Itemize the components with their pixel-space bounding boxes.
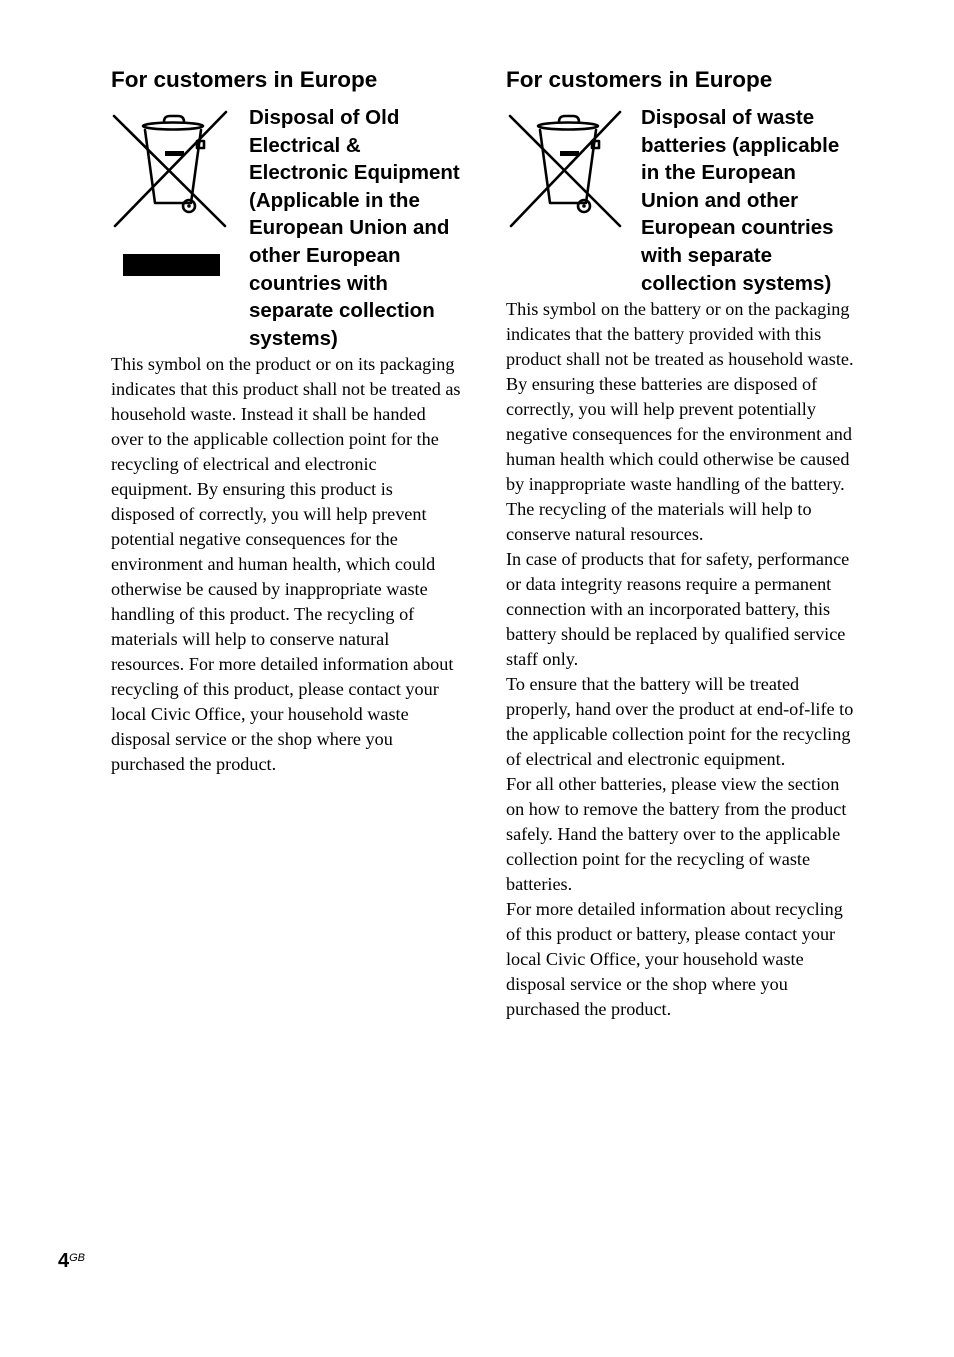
page-number-value: 4 xyxy=(58,1250,70,1272)
section-heading: For customers in Europe xyxy=(111,67,378,92)
left-column xyxy=(111,64,461,777)
battery-notice xyxy=(506,104,856,297)
weee-symbol xyxy=(111,104,249,232)
right-column xyxy=(506,64,856,1022)
weee-subheading: Disposal of Old Electrical & Electronic Equipment (Applicable in the European Union and other European countries with separate collection systems) xyxy=(249,106,460,350)
paragraph: By ensuring these batteries are disposed of correctly, you will help prevent potentially negative consequences for the environment and human health which could otherwise be caused by inappropriate waste handling of the battery. The recycling of the materials will help to conserve natural resources. xyxy=(506,374,852,545)
battery-body xyxy=(506,297,856,1022)
crossed-out-wheelie-bin-icon xyxy=(506,104,624,232)
paragraph: This symbol on the product or on its packaging indicates that this product shall not be treated as household waste. Instead it shall be handed over to the applicable collection point for the recycling of electrical and electronic equipment. By ensuring this product is disposed of correctly, you will help prevent potential negative consequences for the environment and human health, which could otherwise be caused by inappropriate waste handling of this product. The recycling of materials will help to conserve natural resources. For more detailed information about recycling of this product, please contact your local Civic Office, your household waste disposal service or the shop where you purchased the product. xyxy=(111,354,461,775)
paragraph: This symbol on the battery or on the packaging indicates that the battery provided with this product shall not be treated as household waste. xyxy=(506,299,854,370)
weee-notice xyxy=(111,104,461,352)
crossed-out-wheelie-bin-icon xyxy=(111,104,233,232)
paragraph: In case of products that for safety, performance or data integrity reasons require a permanent connection with an incorporated battery, this battery should be replaced by qualified service staff only. xyxy=(506,549,850,670)
section-heading: For customers in Europe xyxy=(506,67,773,92)
weee-body xyxy=(111,352,461,777)
paragraph: For more detailed information about recycling of this product or battery, please contact your local Civic Office, your household waste disposal service or the shop where you purchased the product. xyxy=(506,899,843,1020)
page-language-code: GB xyxy=(69,1252,86,1264)
paragraph: For all other batteries, please view the section on how to remove the battery from the product safely. Hand the battery over to the applicable collection point for the recycling of waste batteries. xyxy=(506,774,847,895)
solid-bar-marking xyxy=(123,254,220,276)
page-number xyxy=(58,1250,85,1273)
battery-symbol xyxy=(506,104,641,232)
battery-subheading: Disposal of waste batteries (applicable in the European Union and other European countries with separate collection systems) xyxy=(641,106,840,295)
paragraph: To ensure that the battery will be treated properly, hand over the product at end-of-life to the applicable collection point for the recycling of electrical and electronic equipment. xyxy=(506,674,854,770)
